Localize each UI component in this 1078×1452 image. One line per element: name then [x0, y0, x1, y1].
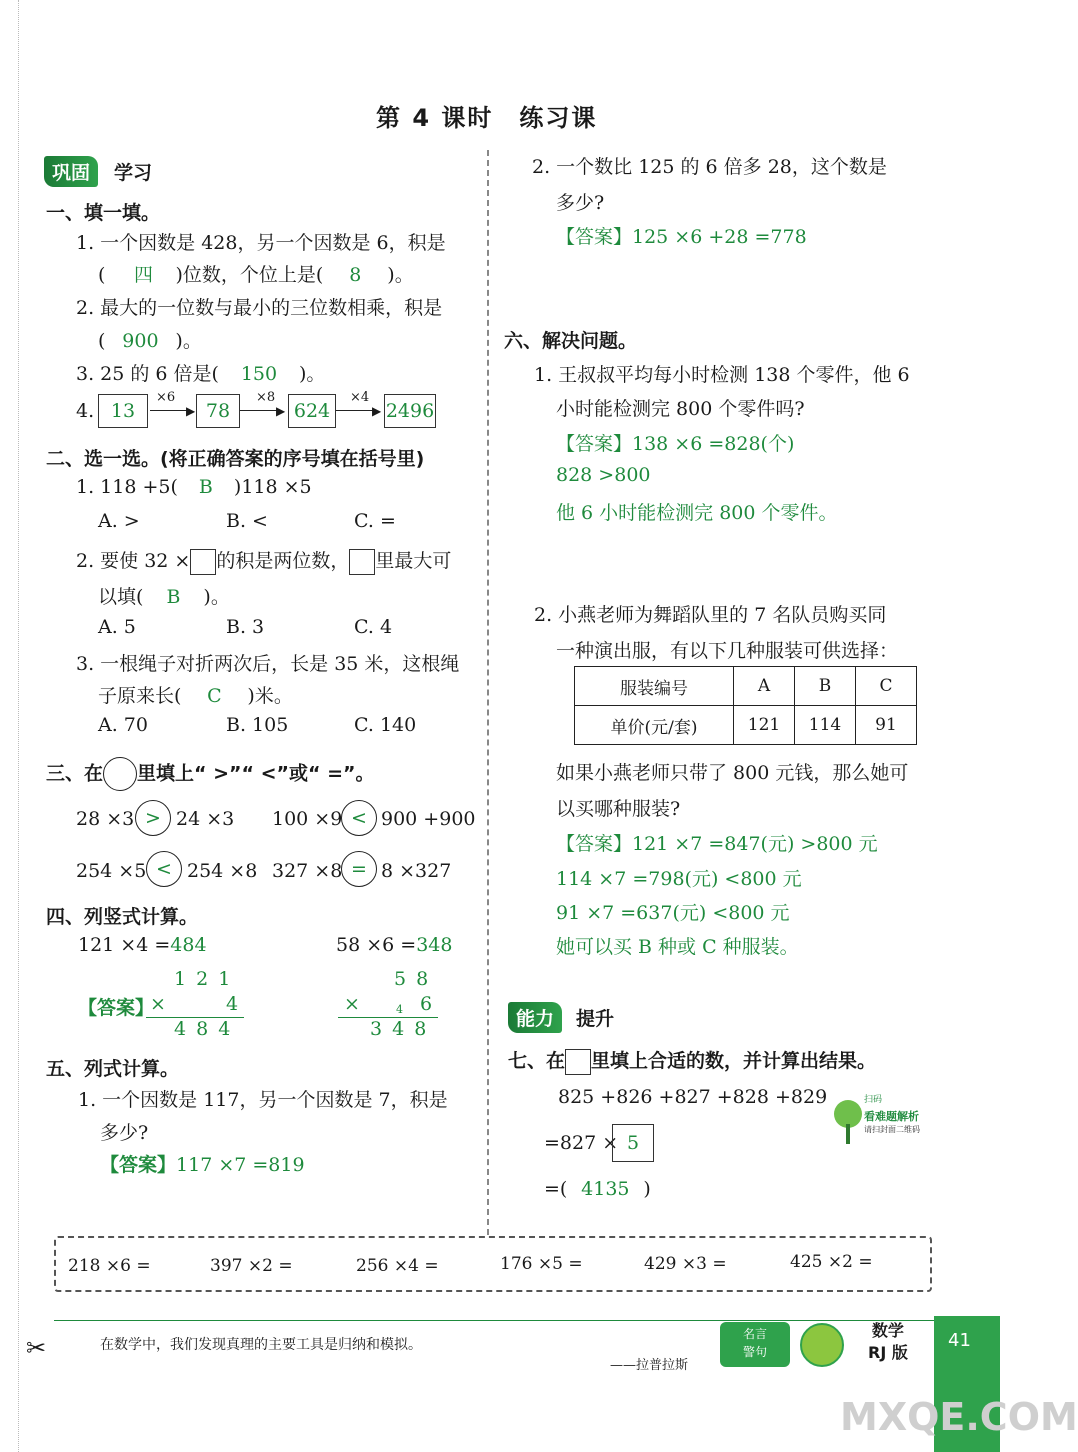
- q2-1-answer: B: [198, 476, 213, 498]
- q7-line1: 825 +826 +827 +828 +829: [558, 1086, 828, 1108]
- v2-answer: 348: [416, 934, 453, 956]
- q6-2-line2: 一种演出服，有以下几种服装可供选择：: [556, 640, 899, 662]
- q7-answer-box: 5: [612, 1124, 654, 1162]
- drill-item: 256 ×4 =: [356, 1256, 439, 1276]
- q1-1-mid: )位数，个位上是(: [175, 264, 324, 286]
- q2-3-option-b: B. 105: [226, 714, 289, 736]
- paren-end: )。: [387, 264, 414, 286]
- q5-1-answer-text: 117 ×7 =819: [176, 1154, 305, 1176]
- paren-end: ): [643, 1178, 651, 1200]
- cmp-1-sign: >: [135, 800, 171, 836]
- q1-1-answer-1: 四: [133, 264, 153, 286]
- q5-2-line1: 2. 一个数比 125 的 6 倍多 28，这个数是: [532, 156, 887, 178]
- q5-1-line2: 多少?: [100, 1122, 149, 1144]
- blank-box: [565, 1049, 591, 1075]
- table-cell: 114: [795, 706, 856, 745]
- scissors-icon: ✂: [26, 1334, 47, 1362]
- cmp-3-sign: <: [146, 851, 182, 887]
- q2-1-text: 1. 118 +5(: [76, 476, 178, 498]
- sec7-pre: 七、在: [508, 1050, 566, 1072]
- q6-1-answer-3: 他 6 小时能检测完 800 个零件。: [556, 502, 838, 524]
- chain-box-2: 78: [196, 394, 240, 428]
- v1-q: 121 ×4 =: [78, 934, 171, 956]
- v1-answer-label: 【答案】: [78, 997, 155, 1019]
- chain-op-2: ×8: [256, 390, 276, 405]
- cmp-4-right: 8 ×327: [381, 860, 452, 882]
- q5-2-line2: 多少?: [556, 192, 605, 214]
- blank-box: [190, 549, 216, 575]
- q7-eq: =(: [544, 1178, 568, 1200]
- page-number: 41: [948, 1330, 971, 1351]
- table-header-cell: B: [795, 667, 856, 706]
- paren-end: )。: [175, 330, 202, 352]
- q2-3-text: 子原来长(: [98, 685, 182, 707]
- footer-rule: [54, 1320, 934, 1321]
- column-divider: [487, 150, 489, 1235]
- q2-2-option-b: B. 3: [226, 616, 265, 638]
- q1-2-text: 2. 最大的一位数与最小的三位数相乘，积是: [76, 297, 443, 319]
- drill-item: 425 ×2 =: [790, 1252, 873, 1272]
- v1-multiplier: 4: [226, 993, 239, 1015]
- sticker-sub: 请扫封面二维码: [864, 1125, 920, 1134]
- badge-line-2: 警句: [742, 1345, 767, 1359]
- mascot-face-icon: [800, 1323, 844, 1367]
- section-fill-box-heading: [508, 1046, 876, 1075]
- subject-edition: RJ 版: [868, 1343, 908, 1362]
- q6-1-line2: 小时能检测完 800 个零件吗?: [556, 398, 805, 420]
- cmp-4-sign: =: [341, 851, 377, 887]
- q7-line3: [544, 1178, 651, 1200]
- v2-result: 3 4 8: [370, 1018, 429, 1040]
- v2-times: ×: [344, 993, 360, 1015]
- q6-2-line4: 以买哪种服装?: [556, 798, 681, 820]
- section-compare-heading: [46, 757, 375, 791]
- footer-quote: 在数学中，我们发现真理的主要工具是归纳和模拟。: [100, 1337, 422, 1353]
- q1-1-text: 1. 一个因数是 428，另一个因数是 6，积是: [76, 232, 446, 254]
- q1-4-label: 4.: [76, 400, 95, 422]
- q6-2-answer-2: 114 ×7 =798(元) <800 元: [556, 868, 802, 890]
- drill-item: 218 ×6 =: [68, 1256, 151, 1276]
- chain-box-3: 624: [288, 394, 336, 428]
- arrow-head-icon: ▶: [276, 404, 286, 418]
- chain-box-1: 13: [98, 394, 148, 428]
- answer-label: 【答案】: [100, 1154, 177, 1176]
- qr-explanation-sticker[interactable]: [830, 1090, 926, 1152]
- blank-box: [349, 549, 375, 575]
- badge-line-1: 名言: [742, 1327, 767, 1341]
- q1-2-answer: 900: [122, 330, 159, 352]
- table-header-cell: A: [734, 667, 795, 706]
- drill-item: 429 ×3 =: [644, 1254, 727, 1274]
- q6-2-answer-4: 她可以买 B 种或 C 种服装。: [556, 936, 799, 958]
- q2-3-answer: C: [207, 685, 222, 707]
- q2-2-line2: [98, 582, 230, 609]
- cmp-1-right: 24 ×3: [176, 808, 235, 830]
- paren-end: )。: [298, 363, 326, 385]
- v2-carry: 4: [396, 1003, 403, 1016]
- drill-item: 176 ×5 =: [500, 1254, 583, 1274]
- q6-1-answer-2: 828 >800: [556, 464, 651, 486]
- table-row: [575, 667, 917, 706]
- section-vertical-heading: 四、列竖式计算。: [46, 906, 199, 928]
- q7-line2: =827 ×: [544, 1132, 619, 1154]
- q1-3-text: 3. 25 的 6 倍是(: [76, 363, 219, 385]
- q2-3-text-end: )米。: [247, 685, 293, 707]
- arrow-3: [336, 410, 376, 411]
- q6-1-answer-1: 【答案】138 ×6 =828(个): [556, 433, 795, 455]
- paren: (: [98, 330, 106, 352]
- q2-3-option-c: C. 140: [354, 714, 417, 736]
- page-title: 第 4 课时 练习课: [376, 104, 598, 132]
- cmp-4-left: 327 ×8: [272, 860, 343, 882]
- chain-op-1: ×6: [156, 390, 176, 405]
- section-expression-heading: 五、列式计算。: [46, 1058, 180, 1080]
- q2-2-option-a: A. 5: [98, 616, 136, 638]
- q2-2-answer: B: [166, 586, 181, 608]
- section-solve-heading: 六、解决问题。: [504, 330, 638, 352]
- footer-quote-author: ——拉普拉斯: [610, 1358, 689, 1373]
- sticker-main: 看难题解析: [864, 1110, 919, 1123]
- drill-item: 397 ×2 =: [210, 1256, 293, 1276]
- q2-2-line1: [76, 546, 451, 575]
- v2-q: 58 ×6 =: [336, 934, 417, 956]
- section-tag-ability-text: 提升: [576, 1008, 615, 1030]
- q5-1-line1: 1. 一个因数是 117，另一个因数是 7，积是: [78, 1089, 448, 1111]
- q7-answer: 4135: [581, 1178, 630, 1200]
- cmp-2-left: 100 ×9: [272, 808, 343, 830]
- q2-3-line1: 3. 一根绳子对折两次后，长是 35 米，这根绳: [76, 653, 460, 675]
- sticker-top: 扫码: [864, 1095, 883, 1105]
- clothing-price-table: [574, 666, 917, 745]
- sec7-post: 里填上合适的数，并计算出结果。: [591, 1050, 877, 1072]
- v1-question: [78, 934, 207, 956]
- section-tag-ability: 能力: [508, 1002, 562, 1033]
- section-choice-heading: 二、选一选。(将正确答案的序号填在括号里): [46, 448, 425, 470]
- chain-op-3: ×4: [350, 390, 370, 405]
- section-fill-heading: 一、填一填。: [46, 202, 161, 224]
- q1-3-answer: 150: [240, 363, 278, 385]
- q2-2-text-4: 以填(: [98, 586, 144, 608]
- q1-1-line2: [98, 260, 414, 287]
- q2-1-option-a: A. >: [98, 510, 140, 532]
- sec3-pre: 三、在: [46, 762, 104, 785]
- paren: (: [98, 264, 106, 286]
- circle-blank-icon: [103, 757, 137, 791]
- arrow-1: [150, 410, 190, 411]
- arrow-2: [240, 410, 280, 411]
- q6-2-answer-1: 【答案】121 ×7 =847(元) >800 元: [556, 833, 878, 855]
- q2-1-option-b: B. <: [226, 510, 268, 532]
- cut-guide-line: [18, 0, 19, 1452]
- q2-3-line2: [98, 681, 293, 708]
- section-tag-consolidate-text: 学习: [114, 162, 153, 184]
- arrow-head-icon: ▶: [372, 404, 382, 418]
- q6-1-line1: 1. 王叔叔平均每小时检测 138 个零件，他 6: [534, 364, 910, 386]
- q6-2-line1: 2. 小燕老师为舞蹈队里的 7 名队员购买同: [534, 604, 887, 626]
- paren-end: )。: [203, 586, 230, 608]
- table-header-cell: 服装编号: [575, 667, 734, 706]
- v2-multiplier: 6: [420, 993, 433, 1015]
- q2-2-text-1: 2. 要使 32 ×: [76, 550, 191, 572]
- subject-label: [868, 1320, 908, 1364]
- sec3-post: 里填上“ >”“ <”或“ =”。: [137, 762, 375, 785]
- v2-question: [336, 934, 452, 956]
- q2-2-text-2: 的积是两位数，: [216, 550, 350, 572]
- cmp-1-left: 28 ×3: [76, 808, 135, 830]
- q2-3-option-a: A. 70: [98, 714, 148, 736]
- arrow-head-icon: ▶: [186, 404, 196, 418]
- table-row: [575, 706, 917, 745]
- q2-1-text-end: )118 ×5: [233, 476, 312, 498]
- cmp-2-right: 900 +900: [381, 808, 476, 830]
- section-tag-consolidate: 巩固: [44, 156, 98, 187]
- q5-2-answer: 【答案】125 ×6 +28 =778: [556, 226, 807, 248]
- table-header-cell: C: [856, 667, 917, 706]
- watermark-text: MXQE.COM: [840, 1395, 1078, 1439]
- q6-2-line3: 如果小燕老师只带了 800 元钱，那么她可: [556, 762, 909, 784]
- table-cell: 121: [734, 706, 795, 745]
- subject-name: 数学: [871, 1321, 904, 1340]
- q2-2-text-3: 里最大可: [375, 550, 452, 572]
- quote-badge: [720, 1322, 790, 1367]
- q2-1-line: [76, 476, 312, 498]
- cmp-2-sign: <: [341, 800, 377, 836]
- table-cell: 91: [856, 706, 917, 745]
- v1-top: 1 2 1: [174, 968, 233, 990]
- q6-2-answer-3: 91 ×7 =637(元) <800 元: [556, 902, 790, 924]
- chain-box-4: 2496: [384, 394, 436, 428]
- v1-answer: 484: [170, 934, 207, 956]
- cmp-3-left: 254 ×5: [76, 860, 147, 882]
- q1-1-answer-2: 8: [349, 264, 362, 286]
- q2-2-option-c: C. 4: [354, 616, 393, 638]
- cmp-3-right: 254 ×8: [187, 860, 258, 882]
- v1-times: ×: [150, 993, 166, 1015]
- q5-1-answer: [100, 1150, 305, 1177]
- v2-top: 5 8: [394, 968, 431, 990]
- table-cell: 单价(元/套): [575, 706, 734, 745]
- q1-3-line: [76, 359, 325, 386]
- q1-2-line2: [98, 326, 202, 353]
- v1-result: 4 8 4: [174, 1018, 233, 1040]
- q2-1-option-c: C. =: [354, 510, 396, 532]
